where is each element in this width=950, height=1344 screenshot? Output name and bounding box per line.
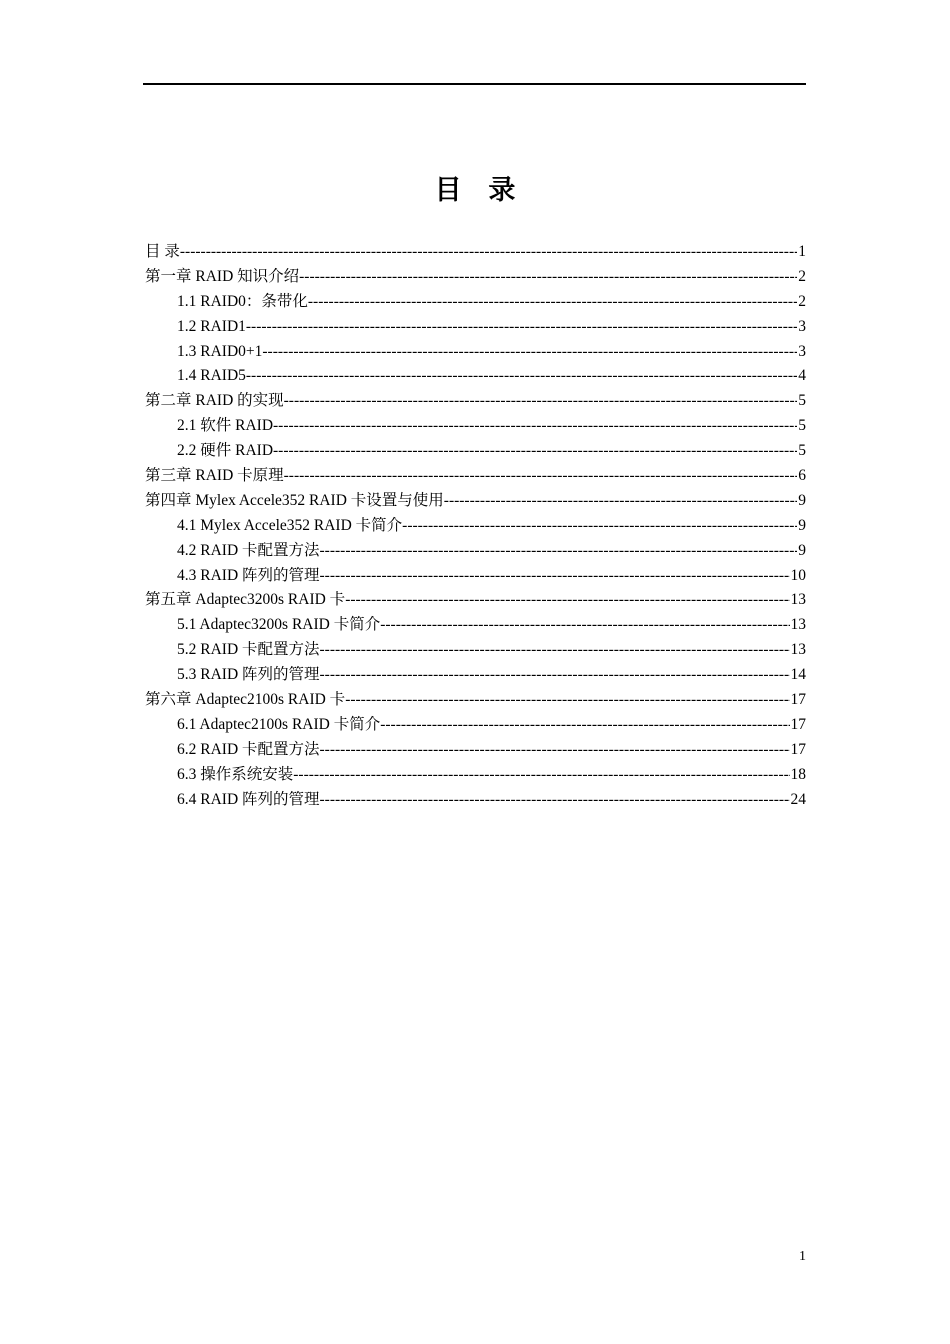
toc-entry[interactable] — [145, 713, 806, 738]
toc-entry[interactable] — [145, 414, 806, 439]
page-title: 目 录 — [434, 175, 526, 205]
toc-entry-page: 1 — [798, 243, 806, 260]
toc-entry-page: 14 — [790, 666, 806, 684]
toc-leader-dashes — [284, 389, 798, 414]
toc-leader-dashes — [320, 788, 790, 813]
toc-entry-label: 第三章 RAID 卡原理 — [145, 467, 284, 485]
toc-entry-label: 6.4 RAID 阵列的管理 — [177, 790, 320, 808]
toc-entry-label: 第四章 Mylex Accele352 RAID 卡设置与使用 — [145, 491, 444, 509]
toc-entry-label: 第六章 Adaptec2100s RAID 卡 — [145, 691, 346, 709]
toc-leader-dashes — [380, 713, 789, 738]
toc-entry-label: 第五章 Adaptec3200s RAID 卡 — [145, 591, 346, 609]
toc-entry-page: 17 — [790, 691, 806, 709]
toc-entry-page: 10 — [790, 566, 806, 584]
toc-entry[interactable] — [145, 439, 806, 464]
toc-leader-dashes — [246, 364, 797, 389]
toc-entry[interactable] — [145, 389, 806, 414]
header-rule — [143, 83, 806, 85]
toc-entry[interactable] — [145, 240, 806, 265]
toc-leader-dashes — [180, 240, 797, 265]
toc-leader-dashes — [402, 514, 797, 539]
toc-entry-label: 第一章 RAID 知识介绍 — [145, 267, 300, 285]
toc-entry[interactable] — [145, 564, 806, 589]
toc-leader-dashes — [273, 414, 797, 439]
toc-entry-page: 9 — [798, 516, 806, 534]
toc-leader-dashes — [444, 489, 797, 514]
toc-entry[interactable] — [145, 290, 806, 315]
toc-entry-page: 5 — [798, 442, 806, 460]
toc-entry[interactable] — [145, 464, 806, 489]
toc-entry-page: 18 — [790, 765, 806, 783]
toc-entry-label: 6.1 Adaptec2100s RAID 卡简介 — [177, 715, 381, 733]
toc-entry-label: 4.1 Mylex Accele352 RAID 卡简介 — [177, 516, 403, 534]
toc-leader-dashes — [246, 315, 797, 340]
toc-entry-page: 13 — [790, 616, 806, 634]
toc-leader-dashes — [273, 439, 797, 464]
toc-entry-page: 9 — [798, 491, 806, 509]
toc-entry[interactable] — [145, 489, 806, 514]
toc-entry-label: 1.3 RAID0+1 — [177, 342, 263, 360]
toc-entry-label: 第二章 RAID 的实现 — [145, 392, 284, 410]
toc-entry-label: 1.1 RAID0：条带化 — [177, 292, 308, 310]
toc-entry[interactable] — [145, 788, 806, 813]
toc-entry-page: 4 — [798, 367, 806, 385]
table-of-contents — [145, 240, 806, 812]
toc-entry-label: 4.2 RAID 卡配置方法 — [177, 541, 320, 559]
toc-leader-dashes — [320, 564, 790, 589]
toc-leader-dashes — [345, 588, 789, 613]
toc-entry[interactable] — [145, 738, 806, 763]
toc-entry[interactable] — [145, 514, 806, 539]
toc-entry[interactable] — [145, 613, 806, 638]
toc-entry-page: 3 — [798, 317, 806, 335]
toc-entry-page: 2 — [798, 292, 806, 310]
toc-entry-label: 6.3 操作系统安装 — [177, 765, 294, 783]
page-number: 1 — [799, 1249, 806, 1264]
toc-leader-dashes — [284, 464, 798, 489]
toc-entry-label: 目 录 — [145, 243, 180, 260]
toc-entry-label: 2.2 硬件 RAID — [177, 442, 274, 460]
toc-entry[interactable] — [145, 638, 806, 663]
toc-leader-dashes — [345, 688, 789, 713]
toc-entry-page: 17 — [790, 740, 806, 758]
toc-leader-dashes — [320, 663, 790, 688]
toc-entry[interactable] — [145, 663, 806, 688]
toc-entry[interactable] — [145, 265, 806, 290]
toc-entry-page: 13 — [790, 591, 806, 609]
toc-entry[interactable] — [145, 340, 806, 365]
toc-entry-label: 2.1 软件 RAID — [177, 417, 274, 435]
toc-entry-label: 1.2 RAID1 — [177, 317, 246, 335]
toc-entry-page: 2 — [798, 267, 806, 285]
toc-entry-label: 1.4 RAID5 — [177, 367, 246, 385]
toc-entry[interactable] — [145, 763, 806, 788]
toc-entry[interactable] — [145, 315, 806, 340]
toc-entry-label: 5.3 RAID 阵列的管理 — [177, 666, 320, 684]
toc-entry-page: 3 — [798, 342, 806, 360]
toc-leader-dashes — [380, 613, 789, 638]
toc-leader-dashes — [320, 738, 790, 763]
toc-entry-label: 4.3 RAID 阵列的管理 — [177, 566, 320, 584]
toc-leader-dashes — [262, 340, 797, 365]
toc-leader-dashes — [308, 290, 797, 315]
toc-entry-page: 6 — [798, 467, 806, 485]
toc-entry-label: 5.1 Adaptec3200s RAID 卡简介 — [177, 616, 381, 634]
toc-entry[interactable] — [145, 364, 806, 389]
toc-entry-page: 5 — [798, 417, 806, 435]
toc-entry-label: 6.2 RAID 卡配置方法 — [177, 740, 320, 758]
toc-entry-label: 5.2 RAID 卡配置方法 — [177, 641, 320, 659]
toc-entry-page: 17 — [790, 715, 806, 733]
toc-leader-dashes — [293, 763, 789, 788]
toc-leader-dashes — [299, 265, 797, 290]
toc-entry[interactable] — [145, 688, 806, 713]
toc-entry[interactable] — [145, 588, 806, 613]
toc-entry-page: 9 — [798, 541, 806, 559]
toc-entry-page: 24 — [790, 790, 806, 808]
toc-leader-dashes — [320, 638, 790, 663]
toc-leader-dashes — [320, 539, 798, 564]
toc-entry[interactable] — [145, 539, 806, 564]
toc-entry-page: 13 — [790, 641, 806, 659]
toc-entry-page: 5 — [798, 392, 806, 410]
